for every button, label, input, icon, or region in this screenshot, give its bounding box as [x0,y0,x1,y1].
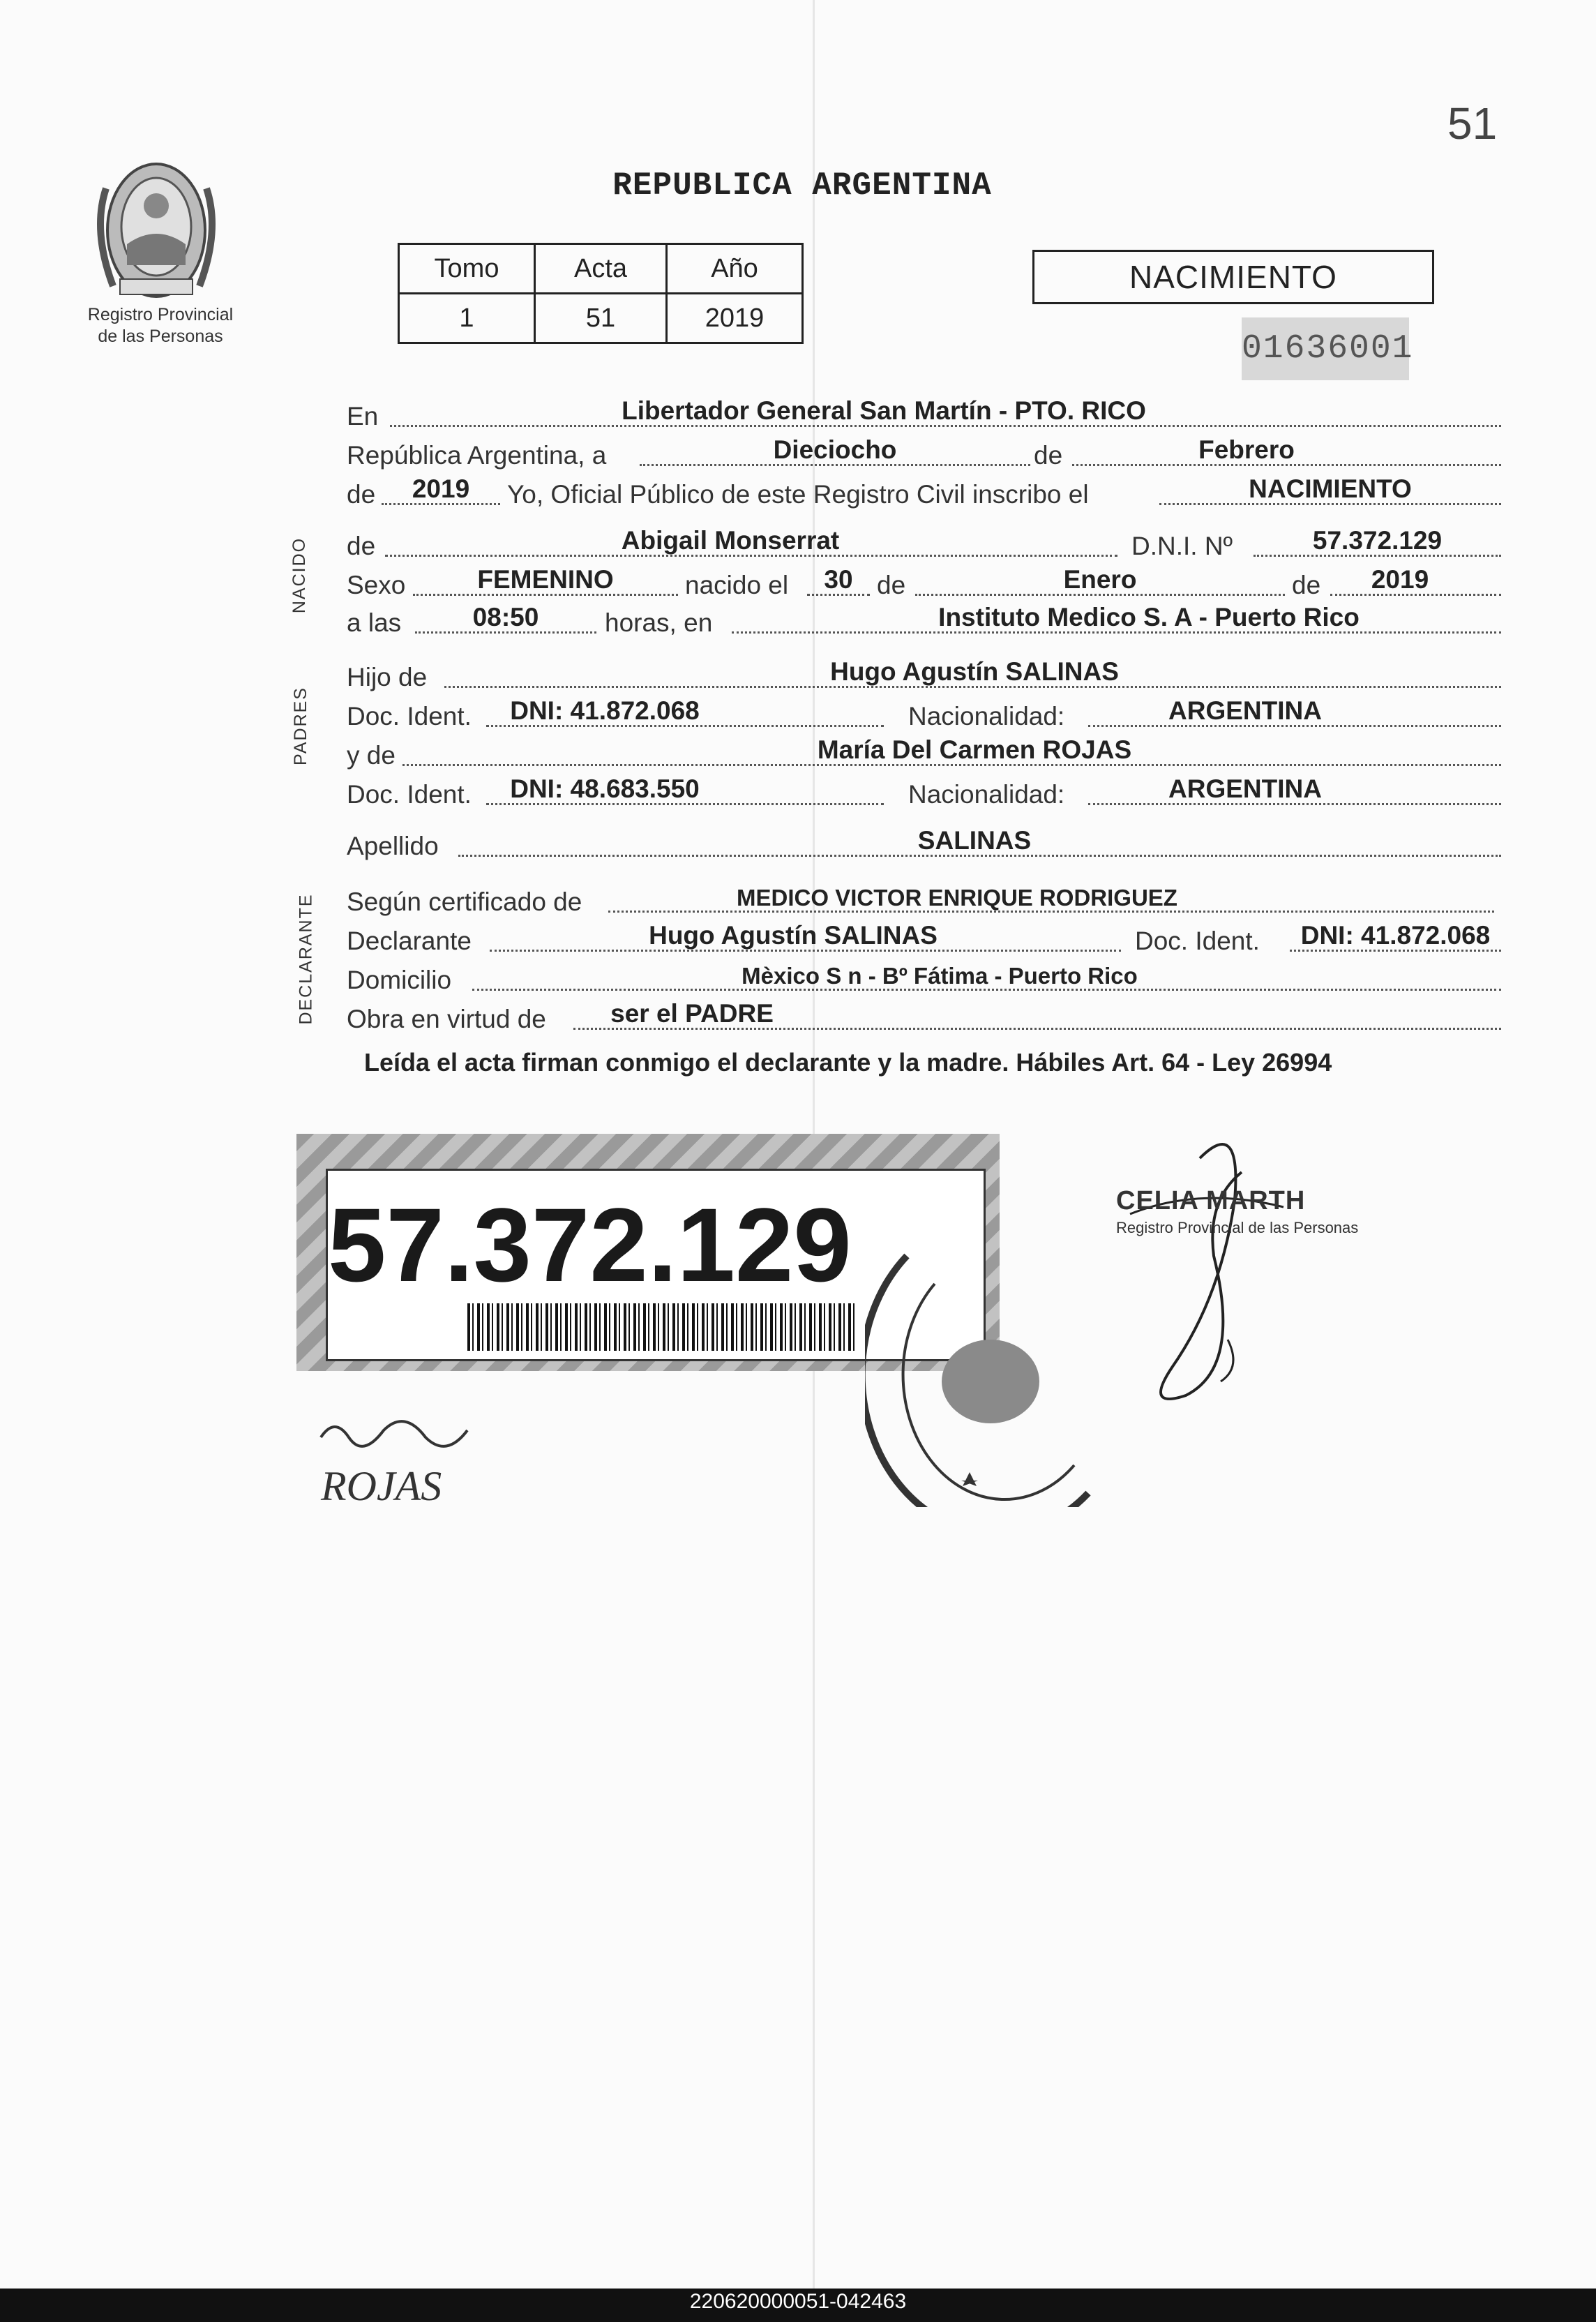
value-father-nationality: ARGENTINA [1168,696,1322,725]
value-name: Abigail Monserrat [621,526,840,555]
label-apellido: Apellido [347,832,439,860]
value-birth-day: 30 [824,565,853,594]
label-doc-ident-mother: Doc. Ident. [347,780,472,809]
value-birth-place: Instituto Medico S. A - Puerto Rico [938,603,1360,631]
value-birth-year: 2019 [1371,565,1429,594]
label-a-las: a las [347,608,402,637]
mother-signature [307,1395,488,1521]
organization-line-2: de las Personas [98,327,223,346]
label-nacionalidad-father: Nacionalidad: [908,702,1065,731]
value-by-virtue: ser el PADRE [610,999,774,1028]
line-time-place [347,601,1501,641]
label-obra: Obra en virtud de [347,1005,546,1033]
value-year: 2019 [412,474,470,503]
line-father-doc [347,695,1501,734]
line-address [347,959,1501,998]
official-name: CELIA MARTH [1116,1186,1306,1215]
value-declarant-name: Hugo Agustín SALINAS [649,921,938,950]
line-year [347,473,1501,512]
serial-number: 01636001 [1242,317,1409,380]
value-day: Dieciocho [773,435,897,464]
label-sexo: Sexo [347,571,406,599]
label-doc-ident-declarant: Doc. Ident. [1135,927,1260,955]
header-ano: Año [667,244,803,294]
label-doc-ident-father: Doc. Ident. [347,702,472,731]
value-ano: 2019 [667,294,803,343]
record-type-box: NACIMIENTO [1032,250,1434,304]
label-horas-en: horas, en [605,608,713,637]
label-dni-no: D.N.I. Nº [1131,532,1233,560]
value-sex: FEMENINO [477,565,614,594]
line-certificate [347,881,1501,920]
side-label-nacido: NACIDO [289,537,310,614]
label-de-byear: de [1292,571,1321,599]
value-place: Libertador General San Martín - PTO. RICO [622,396,1146,425]
value-mother-doc: DNI: 48.683.550 [510,774,700,803]
line-mother [347,734,1501,773]
register-table [398,243,804,344]
label-de-name: de [347,532,376,560]
value-dni: 57.372.129 [1312,526,1443,555]
label-declarante: Declarante [347,927,472,955]
line-father [347,656,1501,695]
value-mother-nationality: ARGENTINA [1168,774,1322,803]
document-title: REPUBLICA ARGENTINA [612,167,992,204]
label-de-month: de [877,571,906,599]
label-y-de: y de [347,741,396,770]
value-certificate-by: MEDICO VICTOR ENRIQUE RODRIGUEZ [737,885,1177,911]
official-signature-icon [1102,1116,1409,1423]
label-segun: Según certificado de [347,887,582,916]
official-role: Registro Provincial de las Personas [1116,1219,1359,1236]
value-tomo: 1 [399,294,535,343]
dni-ticket-number: 57.372.129 [328,1186,852,1303]
line-mother-doc [347,773,1501,812]
official-seal-icon [865,1200,1116,1507]
mother-signature-text: ROJAS [321,1463,442,1509]
line-birth [347,564,1501,603]
label-nacionalidad-mother: Nacionalidad: [908,780,1065,809]
line-declarant [347,920,1501,959]
value-acta: 51 [535,294,667,343]
line-surname [347,825,1501,864]
label-nacido-el: nacido el [685,571,789,599]
label-en: En [347,402,379,430]
line-date [347,434,1501,473]
organization-name [56,304,265,347]
header-tomo: Tomo [399,244,535,294]
line-by-virtue [347,998,1501,1037]
side-label-padres: PADRES [290,687,310,765]
value-address: Mèxico S n - Bº Fátima - Puerto Rico [741,963,1138,989]
value-mother-name: María Del Carmen ROJAS [817,735,1132,764]
official-stamp [1116,1186,1381,1237]
value-surname: SALINAS [917,826,1032,855]
provincia-de-misiones-crest-icon [78,147,234,314]
header-acta: Acta [535,244,667,294]
label-yo: Yo, Oficial Público de este Registro Civil inscribo el [507,480,1089,509]
value-father-doc: DNI: 41.872.068 [510,696,700,725]
page-number: 51 [1447,98,1498,149]
value-birth-month: Enero [1063,565,1137,594]
barcode-icon [467,1303,858,1351]
label-de-year: de [347,480,376,509]
label-hijo-de: Hijo de [347,663,428,691]
organization-line-1: Registro Provincial [87,305,234,324]
closing-text: Leída el acta firman conmigo el declarante y la madre. Hábiles Art. 64 - Ley 26994 [364,1048,1332,1077]
label-republica: República Argentina, a [347,441,607,470]
value-declarant-doc: DNI: 41.872.068 [1300,921,1491,950]
value-act-type: NACIMIENTO [1249,474,1412,503]
side-label-declarante: DECLARANTE [296,893,316,1025]
value-month: Febrero [1198,435,1295,464]
label-de: de [1034,441,1063,470]
footer-code: 220620000051-042463 [689,2290,907,2313]
label-domicilio: Domicilio [347,966,452,994]
line-name [347,525,1501,564]
line-place [347,395,1501,434]
value-father-name: Hugo Agustín SALINAS [830,657,1119,686]
value-birth-time: 08:50 [472,603,539,631]
